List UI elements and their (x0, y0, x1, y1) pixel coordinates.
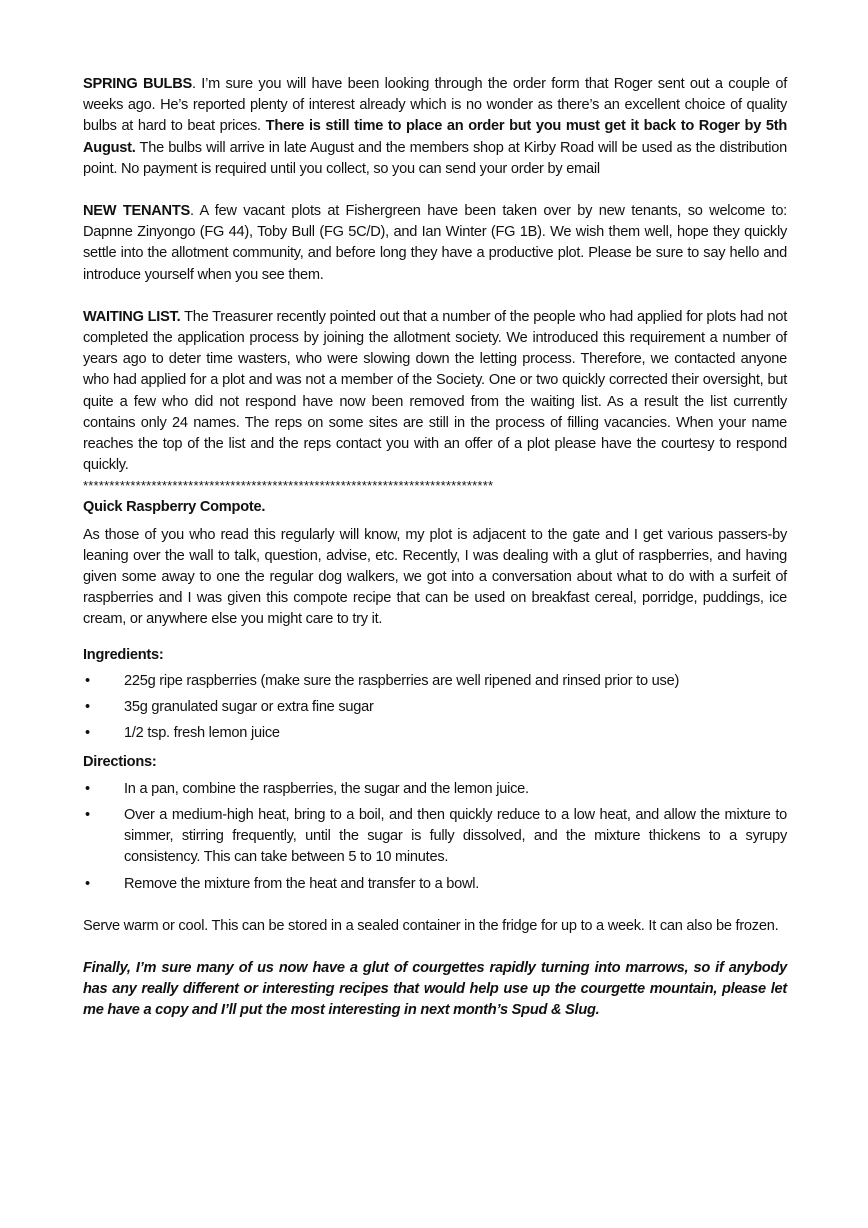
bullet-icon: • (85, 780, 90, 797)
spring-bulbs-text-2: The bulbs will arrive in late August and the members shop at Kirby Road will be used as the distribution point. No payment is required until you collect, so you can send your order by email (83, 139, 787, 177)
bullet-icon: • (85, 875, 90, 892)
new-tenants-heading: NEW TENANTS (83, 203, 190, 220)
bullet-icon: • (85, 672, 90, 689)
spacer (83, 180, 787, 201)
waiting-list-text: The Treasurer recently pointed out that a number of the people who had applied for plots had not completed the application process by joining the allotment society. We introduced this requirement a number of years ago to deter time wasters, who were slowing down the letting process. Therefore, we contacted anyone who had applied for a plot and was not a member of the Society. One or two quickly corrected their oversight, but quite a few who did not respond have now been removed from the waiting list. As a result the list currently contains only 24 names. The reps on some sites are still in the process of filling vacancies. When your name reaches the top of the list and the reps contact you with an offer of a plot please have the courtesy to respond quickly. (83, 308, 787, 474)
spring-bulbs-heading: SPRING BULBS (83, 76, 192, 92)
recipe-title: Quick Raspberry Compote. (83, 499, 266, 516)
direction-item: • In a pan, combine the raspberries, the sugar and the lemon juice. (83, 779, 787, 800)
serving-note: Serve warm or cool. This can be stored in a sealed container in the fridge for up to a week. It can also be frozen. (83, 917, 779, 934)
bullet-icon: • (85, 725, 90, 742)
directions-list (83, 779, 787, 895)
new-tenants-paragraph (83, 201, 787, 286)
spacer (83, 286, 787, 307)
waiting-list-heading: WAITING LIST. (83, 308, 181, 325)
ingredient-item: • 1/2 tsp. fresh lemon juice (83, 723, 787, 744)
ingredient-item: • 35g granulated sugar or extra fine sugar (83, 697, 787, 718)
bullet-icon: • (85, 806, 90, 823)
ingredient-item: • 225g ripe raspberries (make sure the raspberries are well ripened and rinsed prior to use) (83, 671, 787, 692)
spacer (83, 895, 787, 916)
spring-bulbs-text-1: . I’m sure you will have been looking through the order form that Roger sent out a couple of weeks ago. He’s reported plenty of interest already which is no wonder as there’s an excellent choice of quality bulbs at hard to beat prices. (83, 76, 787, 135)
recipe-intro: As those of you who read this regularly will know, my plot is adjacent to the gate and I get various passers-by leaning over the wall to talk, question, advise, etc. Recently, I was dealing with a glut of raspberries, and having given some away to one the regular dog walkers, we got into a conversation about what to do with a surfeit of raspberries and I was given this compote recipe that can be used on breakfast cereal, porridge, puddings, ice cream, or anywhere else you might care to try it. (83, 526, 787, 628)
waiting-list-paragraph (83, 307, 787, 477)
directions-heading: Directions: (83, 754, 157, 771)
closing-request: Finally, I’m sure many of us now have a glut of courgettes rapidly turning into marrows, so if anybody has any really different or interesting recipes that would help use up the courgette mountain, please let me have a copy and I’ll put the most interesting in next month’s Spud & Slug. (83, 959, 787, 1019)
direction-item: • Remove the mixture from the heat and transfer to a bowl. (83, 874, 787, 895)
bullet-icon: • (85, 699, 90, 716)
ingredients-list (83, 671, 787, 745)
newsletter-page (83, 74, 787, 1022)
asterisk-separator: ****************************************************************************** (83, 478, 494, 494)
spring-bulbs-deadline: There is still time to place an order but you must get it back to Roger by 5th August. (83, 118, 787, 156)
direction-item: • Over a medium-high heat, bring to a boil, and then quickly reduce to a low heat, and allow the mixture to simmer, stirring frequently, until the sugar is fully dissolved, and the mixture thickens to a syrupy consistency. This can take between 5 to 10 minutes. (85, 806, 787, 866)
ingredients-heading: Ingredients: (83, 646, 164, 663)
spring-bulbs-paragraph (83, 74, 787, 180)
new-tenants-text: . A few vacant plots at Fishergreen have been taken over by new tenants, so welcome to: Dapnne Zinyongo (FG 44), Toby Bull (FG 5C/D), and Ian Winter (FG 1B). We wish them well, hope they quickly settle into the allotment community, and before long they have a productive plot. Please be sure to say hello and introduce yourself when you see them. (83, 203, 787, 283)
spacer (83, 937, 787, 958)
